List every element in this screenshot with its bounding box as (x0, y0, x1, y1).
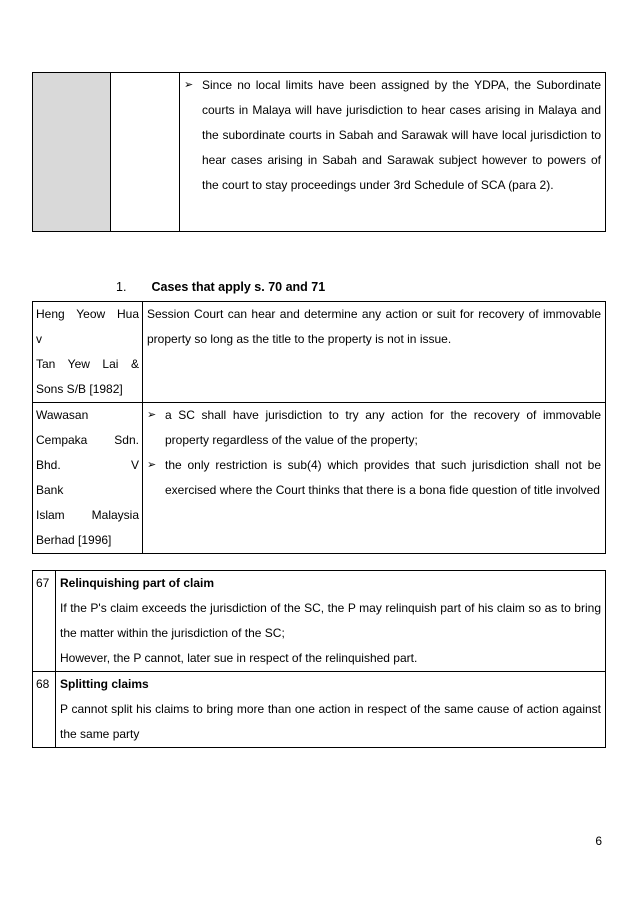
case-name-cell (33, 403, 143, 554)
gray-cell (33, 73, 111, 232)
table-row (33, 571, 606, 672)
section-number: 68 (33, 672, 56, 748)
page-number: 6 (595, 834, 602, 848)
section-title: Splitting claims (60, 677, 149, 691)
case-summary-text: Session Court can hear and determine any action or suit for recovery of immovable property so long as the title to the property is not in issue. (147, 307, 601, 346)
bullet-text: the only restriction is sub(4) which provides that such jurisdiction shall not be exercised where the Court thinks that there is a bona fide question of title involved (165, 458, 601, 497)
case-name-cell (33, 302, 143, 403)
bullet-item (147, 403, 601, 453)
arrow-bullet-icon: ➢ (147, 459, 157, 471)
jurisdiction-table-continuation (32, 72, 606, 232)
section-title: Relinquishing part of claim (60, 576, 215, 590)
section-content (56, 571, 606, 672)
case-name-line: Islam Malaysia (36, 508, 139, 522)
case-name-line: Berhad [1996] (36, 533, 112, 547)
section-line: However, the P cannot, later sue in respect of the relinquished part. (60, 651, 418, 665)
table-row (33, 302, 606, 403)
case-name-line: Cempaka Sdn. (36, 433, 139, 447)
section-number: 67 (33, 571, 56, 672)
case-summary-cell (143, 302, 606, 403)
empty-cell (111, 73, 180, 232)
heading-text: Cases that apply s. 70 and 71 (151, 280, 326, 294)
arrow-bullet-icon: ➢ (184, 79, 194, 91)
heading-number: 1. (116, 280, 127, 294)
case-name-line: v (36, 332, 42, 346)
case-name-line: Sons S/B [1982] (36, 382, 123, 396)
section-heading (116, 280, 325, 294)
case-name-line: Bhd. V Bank (36, 458, 139, 497)
bullet-cell (180, 73, 606, 232)
table-row (33, 403, 606, 554)
case-summary-cell (143, 403, 606, 554)
bullet-item (184, 73, 601, 198)
bullet-text: a SC shall have jurisdiction to try any action for the recovery of immovable property regardless of the value of the property; (165, 408, 601, 447)
table-row (33, 672, 606, 748)
section-line: If the P's claim exceeds the jurisdiction of the SC, the P may relinquish part of his claim so as to bring the matter within the jurisdiction of the SC; (60, 601, 601, 640)
bullet-item (147, 453, 601, 503)
sections-table (32, 570, 606, 748)
arrow-bullet-icon: ➢ (147, 409, 157, 421)
cases-table (32, 301, 606, 554)
case-name-line: Heng Yeow Hua (36, 307, 139, 321)
bullet-text: Since no local limits have been assigned by the YDPA, the Subordinate courts in Malaya will have jurisdiction to hear cases arising in Malaya and the subordinate courts in Sabah and Sarawak will have local jurisdiction to hear cases arising in Sabah and Sarawak subject however to powers of the court to stay proceedings under 3rd Schedule of SCA (para 2). (202, 78, 601, 192)
case-name-line: Wawasan (36, 408, 89, 422)
section-content (56, 672, 606, 748)
case-name-line: Tan Yew Lai & (36, 357, 139, 371)
section-line: P cannot split his claims to bring more than one action in respect of the same cause of action against the same party (60, 702, 601, 741)
